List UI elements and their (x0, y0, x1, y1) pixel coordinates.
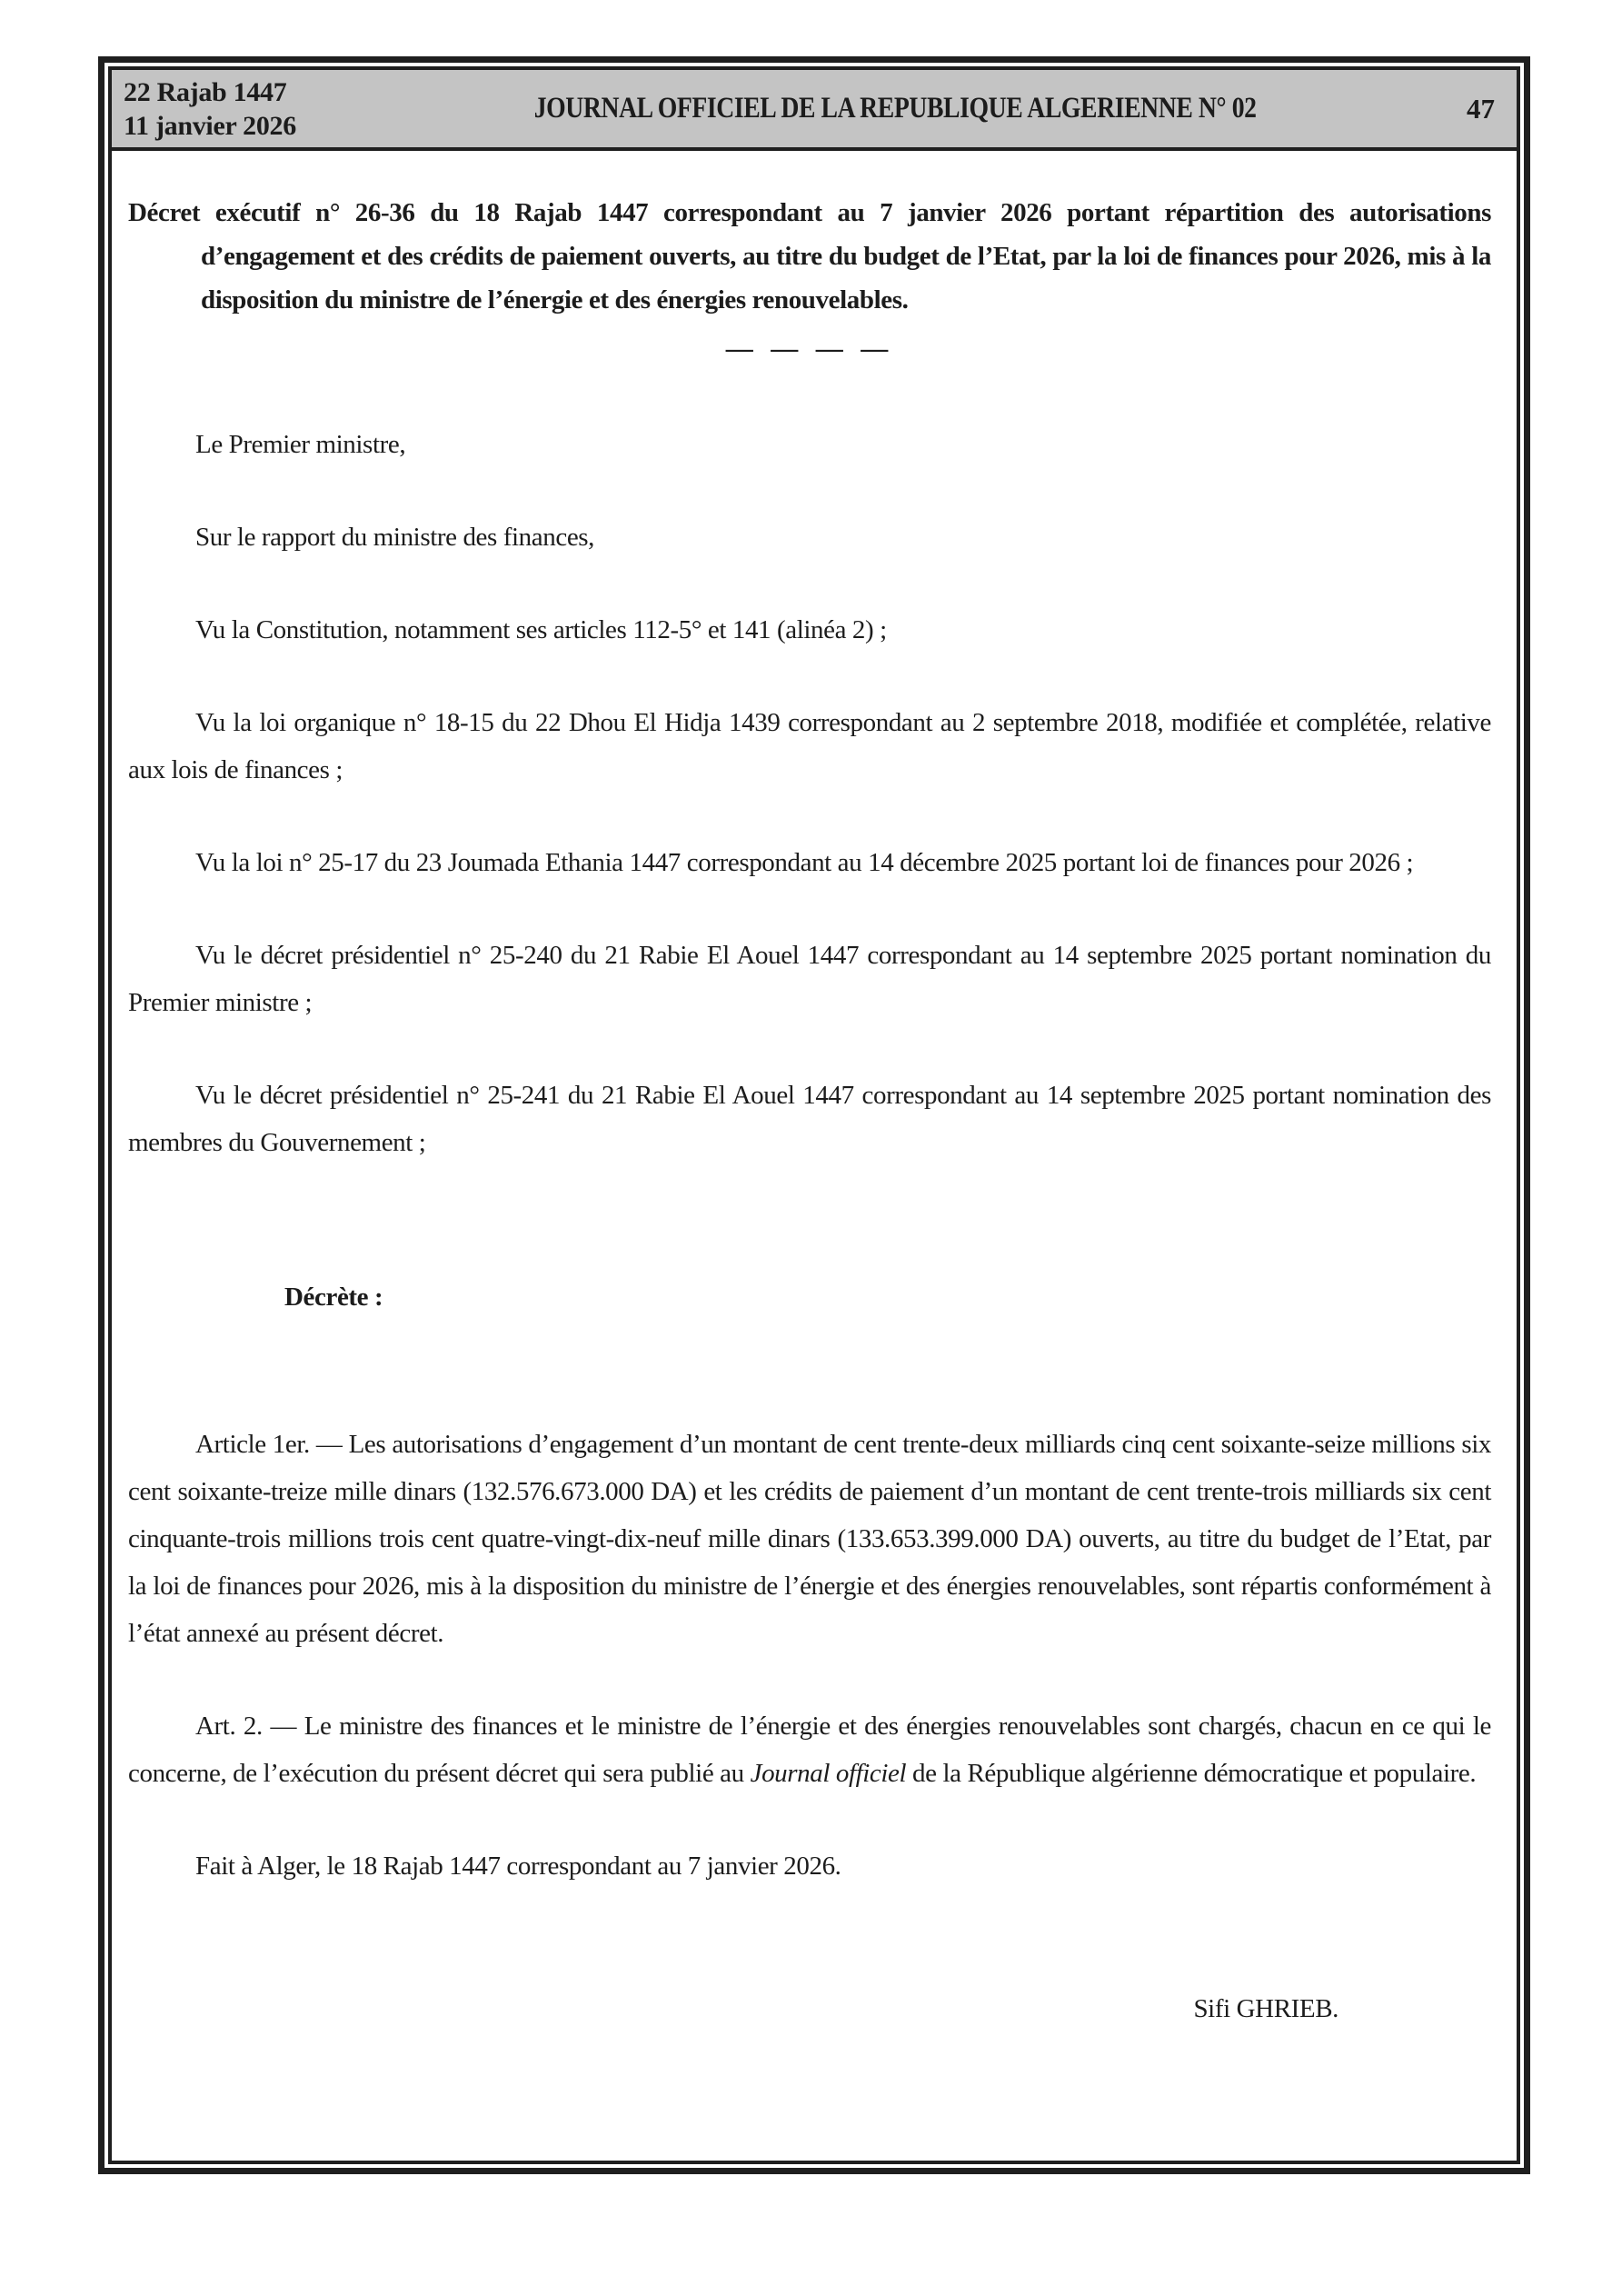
article-2-text-end: de la République algérienne démocratique et populaire. (906, 1759, 1477, 1788)
visa-decret-25-240: Vu le décret présidentiel n° 25-240 du 21 Rabie El Aouel 1447 correspondant au 14 septembre 2025 portant nomination du Premier ministre ; (128, 941, 1491, 1017)
journal-title (369, 92, 1422, 125)
page-number: 47 (1467, 92, 1495, 125)
decree-word: Décrète : (284, 1283, 383, 1312)
masthead-band (112, 70, 1517, 151)
page-frame-inner (108, 66, 1520, 2164)
article-2 (128, 1702, 1491, 1797)
article-1: Article 1er. — Les autorisations d’engagement d’un montant de cent trente-deux milliards cinq cent soixante-seize millions six cent soixante-treize mille dinars (132.576.673.000 DA) et les crédits de paiement d’un montant de cent trente-trois milliards six cent cinquante-trois millions trois cent quatre-vingt-dix-neuf mille dinars (133.653.399.000 DA) ouverts, au titre du budget de l’Etat, par la loi de finances pour 2026, mis à la disposition du ministre de l’énergie et des énergies renouvelables, sont répartis conformément à l’état annexé au présent décret. (128, 1430, 1491, 1648)
article-2-text: Art. 2. — Le ministre des finances et le ministre de l’énergie et des énergies renouvelables sont chargés, chacun en ce qui le concerne, de l’exécution du présent décret qui sera publié au (128, 1712, 1491, 1788)
masthead-dates (112, 75, 369, 143)
signature: Sifi GHRIEB. (1193, 1994, 1338, 2023)
visa-loi-organique: Vu la loi organique n° 18-15 du 22 Dhou El Hidja 1439 correspondant au 2 septembre 2018, modifiée et complétée, relative aux lois de finances ; (128, 708, 1491, 784)
visa-constitution: Vu la Constitution, notamment ses articles 112-5° et 141 (alinéa 2) ; (195, 615, 887, 644)
journal-title-text: JOURNAL OFFICIEL DE LA REPUBLIQUE ALGERIENNE N° 02 (534, 92, 1257, 125)
decree-body (112, 151, 1517, 2161)
date-hijri: 22 Rajab 1447 (124, 76, 287, 107)
dateline: Fait à Alger, le 18 Rajab 1447 correspondant au 7 janvier 2026. (195, 1852, 841, 1881)
title-separator: — — — — (725, 334, 894, 364)
page-frame (98, 56, 1530, 2174)
decree-title: Décret exécutif n° 26-36 du 18 Rajab 1447 correspondant au 7 janvier 2026 portant répartition des autorisations d’engagement et des crédits de paiement ouverts, au titre du budget de l’Etat, par la loi de finances pour 2026, mis à la disposition du ministre de l’énergie et des énergies renouvelables. (128, 198, 1491, 314)
visa-loi-finances: Vu la loi n° 25-17 du 23 Joumada Ethania 1447 correspondant au 14 décembre 2025 portant loi de finances pour 2026 ; (195, 848, 1414, 877)
report-paragraph: Sur le rapport du ministre des finances, (195, 523, 595, 552)
article-2-journal-officiel: Journal officiel (750, 1759, 907, 1788)
preamble-paragraph: Le Premier ministre, (195, 430, 406, 459)
visa-decret-25-241: Vu le décret présidentiel n° 25-241 du 21 Rabie El Aouel 1447 correspondant au 14 septembre 2025 portant nomination des membres du Gouvernement ; (128, 1081, 1491, 1157)
date-gregorian: 11 janvier 2026 (124, 110, 296, 141)
